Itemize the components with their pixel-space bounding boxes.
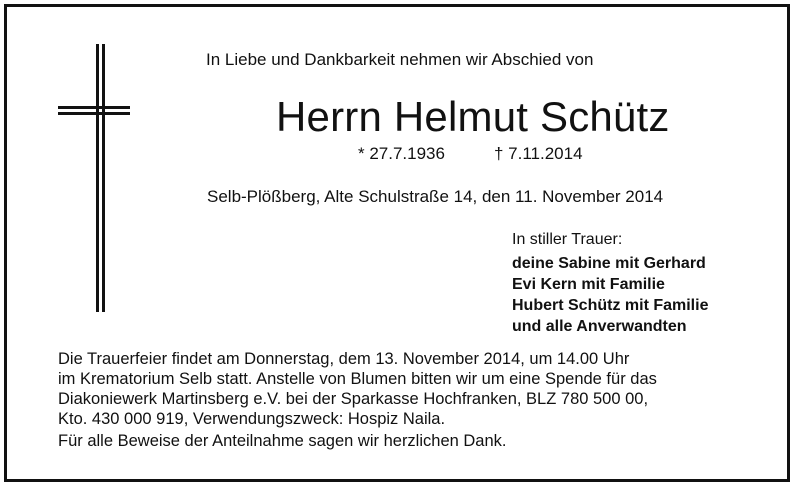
- death-date: † 7.11.2014: [494, 144, 583, 163]
- mourners-lead: In stiller Trauer:: [512, 231, 623, 248]
- mourner-name: deine Sabine mit Gerhard: [512, 255, 706, 272]
- info-line: Diakoniewerk Martinsberg e.V. bei der Sparkasse Hochfranken, BLZ 780 500 00,: [58, 390, 649, 408]
- mourners-block: [512, 229, 708, 337]
- intro-text: In Liebe und Dankbarkeit nehmen wir Abschied von: [206, 50, 594, 69]
- deceased-name: Herrn Helmut Schütz: [276, 93, 670, 140]
- birth-date: * 27.7.1936: [358, 144, 445, 163]
- funeral-info: [58, 349, 657, 429]
- cross-icon: [58, 44, 130, 312]
- info-line: Kto. 430 000 919, Verwendungszweck: Hospiz Naila.: [58, 410, 446, 428]
- mourner-name: und alle Anverwandten: [512, 318, 687, 335]
- mourner-name: Evi Kern mit Familie: [512, 276, 665, 293]
- place-and-date: Selb-Plößberg, Alte Schulstraße 14, den 11. November 2014: [207, 187, 664, 206]
- info-line: im Krematorium Selb statt. Anstelle von Blumen bitten wir um eine Spende für das: [58, 370, 657, 388]
- mourner-name: Hubert Schütz mit Familie: [512, 297, 709, 314]
- thanks-text: Für alle Beweise der Anteilnahme sagen wir herzlichen Dank.: [58, 432, 507, 450]
- info-line: Die Trauerfeier findet am Donnerstag, dem 13. November 2014, um 14.00 Uhr: [58, 350, 630, 368]
